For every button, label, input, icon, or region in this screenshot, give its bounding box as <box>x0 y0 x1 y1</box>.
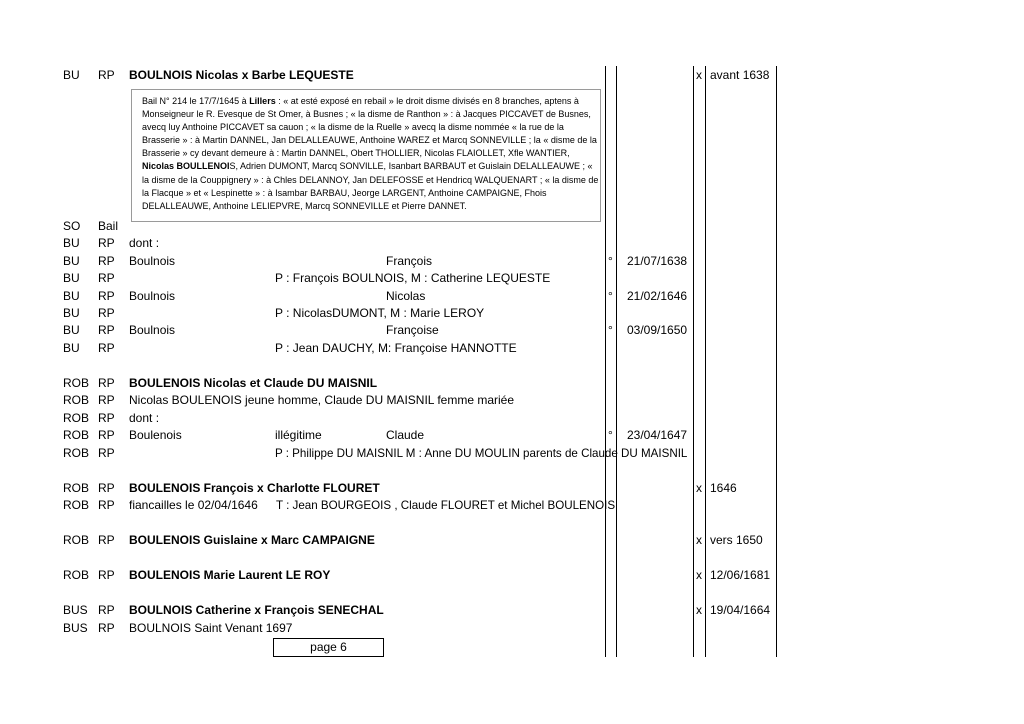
row-source: RP <box>98 323 115 337</box>
row-source: RP <box>98 236 115 250</box>
marriage-mark: x <box>696 603 702 617</box>
birth-mark: ° <box>608 254 613 268</box>
row-source: RP <box>98 533 115 547</box>
row-code: BU <box>63 68 80 82</box>
row-code: BU <box>63 306 80 320</box>
witnesses: T : Jean BOURGEOIS , Claude FLOURET et Michel BOULENOIS <box>276 499 616 512</box>
first-name: Françoise <box>386 323 439 337</box>
row-code: BU <box>63 323 80 337</box>
column-rule <box>776 66 777 657</box>
page-number: page 6 <box>310 640 347 654</box>
entry-text: fiancailles le 02/04/1646 <box>129 498 258 512</box>
marriage-mark: x <box>696 481 702 495</box>
entry-title: BOULENOIS Marie Laurent LE ROY <box>129 568 331 582</box>
row-source: RP <box>98 306 115 320</box>
entry-title: BOULENOIS Nicolas et Claude DU MAISNIL <box>129 376 378 390</box>
row-code: BU <box>63 271 80 285</box>
birth-mark: ° <box>608 323 613 337</box>
status: illégitime <box>275 428 322 442</box>
row-source: RP <box>98 621 115 635</box>
row-code: BUS <box>63 603 88 617</box>
row-source: RP <box>98 568 115 582</box>
first-name: Nicolas <box>386 289 426 303</box>
row-source: RP <box>98 411 115 425</box>
row-code: ROB <box>63 376 90 390</box>
row-source: RP <box>98 341 115 355</box>
column-rule <box>705 66 706 657</box>
row-source: RP <box>98 428 115 442</box>
page-number-box <box>273 638 384 657</box>
parents: P : Jean DAUCHY, M: Françoise HANNOTTE <box>275 341 517 355</box>
parents: P : Philippe DU MAISNIL M : Anne DU MOULIN parents de Claude DU MAISNIL <box>275 447 688 460</box>
note-text: : « at esté exposé en rebail » le droit disme divisés en 8 branches, aptens à Monseigneur le R. Evesque de St Omer, à Busnes ; « la disme de Ranthon » : à Jacques PICCAVET de Busnes, avecq luy Anthoine PICCAVET sa cauon ; « la disme de la Ruelle » avecq la disme nommée « la rue de la Brasserie » : à Martin DANNEL, Jan DELALLEAUWE, Anthoine WAREZ et Marcq SONNEVILLE ; la « disme de la Brasserie » cy devant demeure à : Martin DANNEL, Obert THOLLIER, Nicolas FLAIOLLET, Xfle WANTIER, <box>142 96 597 159</box>
birth-mark: ° <box>608 289 613 303</box>
column-rule <box>616 66 617 657</box>
column-rule <box>693 66 694 657</box>
entry-text: dont : <box>129 411 160 425</box>
row-code: SO <box>63 219 81 233</box>
surname: Boulnois <box>129 323 176 337</box>
birth-mark: ° <box>608 428 613 442</box>
row-source: RP <box>98 481 115 495</box>
surname: Boulnois <box>129 254 176 268</box>
note-highlight: Nicolas BOULLENOI <box>142 161 230 172</box>
entry-text: BOULNOIS Saint Venant 1697 <box>129 621 293 635</box>
marriage-mark: x <box>696 568 702 582</box>
row-source: RP <box>98 393 115 407</box>
lease-note-box <box>131 89 601 222</box>
event-date: 03/09/1650 <box>627 323 688 337</box>
row-code: BU <box>63 254 80 268</box>
row-source: RP <box>98 376 115 390</box>
entry-text: Nicolas BOULENOIS jeune homme, Claude DU MAISNIL femme mariée <box>129 393 515 407</box>
note-text: Bail N° 214 le 17/7/1645 à <box>142 96 250 106</box>
row-code: BU <box>63 341 80 355</box>
event-date: vers 1650 <box>710 533 763 547</box>
row-source: RP <box>98 603 115 617</box>
row-code: ROB <box>63 446 90 460</box>
column-rule <box>605 66 606 657</box>
surname: Boulenois <box>129 428 182 442</box>
note-place: Lillers <box>249 96 276 106</box>
event-date: 1646 <box>710 481 737 495</box>
parents: P : François BOULNOIS, M : Catherine LEQUESTE <box>275 271 551 285</box>
note-text: S, Adrien DUMONT, Marcq SONVILLE, Isanbart BARBAUT et Guislain DELALLEAUWE ; « la disme de la Couppignery » : à Chles DELANNOY, Jan DELEFOSSE et Hendricq WALQUENART ; « la disme de la Flacque » et « Lespinette » : à Isambar BARBAU, Jeorge LARGENT, Anthoine CAMPAIGNE, Fhois DELALLEAUWE, Anthoine LELIEPVRE, Marcq SONNEVILLE et Pierre DANNET. <box>142 161 599 211</box>
row-code: ROB <box>63 568 90 582</box>
entry-title: BOULENOIS Guislaine x Marc CAMPAIGNE <box>129 533 375 547</box>
row-source: RP <box>98 289 115 303</box>
row-source: RP <box>98 498 115 512</box>
row-code: ROB <box>63 393 90 407</box>
entry-text: dont : <box>129 236 160 250</box>
row-code: BU <box>63 236 80 250</box>
row-source: RP <box>98 254 115 268</box>
row-source: RP <box>98 271 115 285</box>
row-code: ROB <box>63 428 90 442</box>
marriage-mark: x <box>696 68 702 82</box>
marriage-mark: x <box>696 533 702 547</box>
first-name: Claude <box>386 428 425 442</box>
row-code: BUS <box>63 621 88 635</box>
event-date: 21/02/1646 <box>627 289 688 303</box>
event-date: 19/04/1664 <box>710 603 771 617</box>
row-source: Bail <box>98 219 119 233</box>
row-code: ROB <box>63 533 90 547</box>
event-date: 23/04/1647 <box>627 428 688 442</box>
row-code: ROB <box>63 411 90 425</box>
row-code: ROB <box>63 498 90 512</box>
row-code: BU <box>63 289 80 303</box>
parents: P : NicolasDUMONT, M : Marie LEROY <box>275 306 485 320</box>
surname: Boulnois <box>129 289 176 303</box>
event-date: 21/07/1638 <box>627 254 688 268</box>
row-code: ROB <box>63 481 90 495</box>
event-date: avant 1638 <box>710 68 770 82</box>
first-name: François <box>386 254 433 268</box>
row-source: RP <box>98 68 115 82</box>
entry-title: BOULENOIS François x Charlotte FLOURET <box>129 481 380 495</box>
entry-title: BOULNOIS Catherine x François SENECHAL <box>129 603 384 617</box>
event-date: 12/06/1681 <box>710 568 771 582</box>
row-source: RP <box>98 446 115 460</box>
entry-title: BOULNOIS Nicolas x Barbe LEQUESTE <box>129 68 354 82</box>
